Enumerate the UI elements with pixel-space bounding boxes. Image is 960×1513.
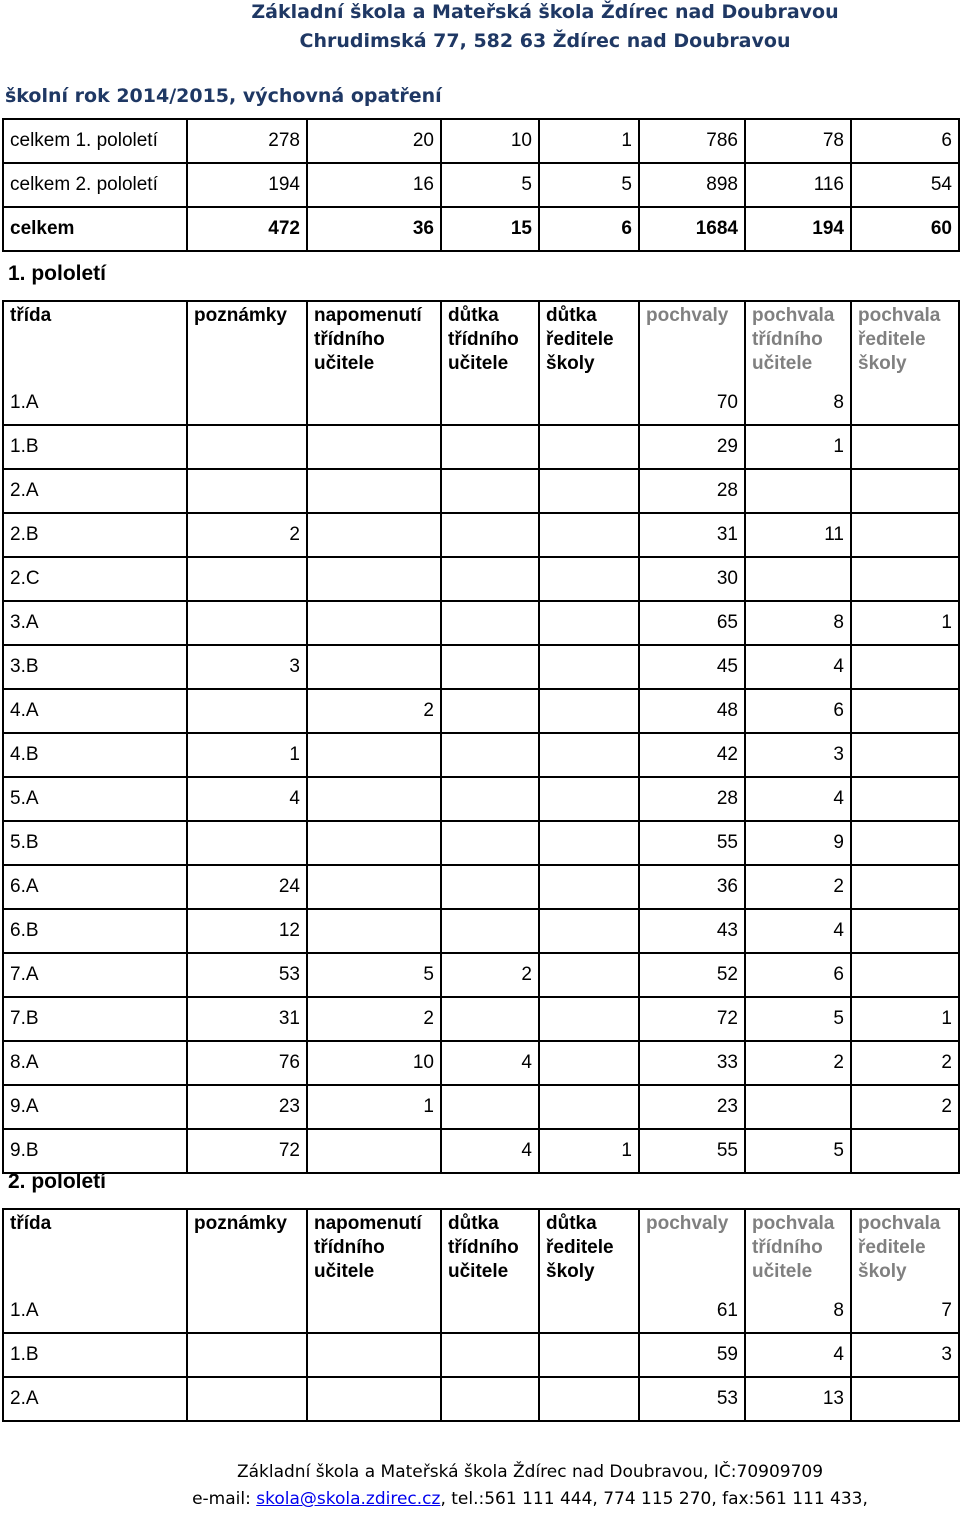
- table-cell: [539, 381, 639, 425]
- column-header: třída: [3, 1209, 187, 1289]
- totals-cell: 5: [539, 163, 639, 207]
- table-cell: 23: [187, 1085, 307, 1129]
- footer-email-link[interactable]: skola@skola.zdirec.cz: [256, 1489, 441, 1509]
- totals-cell: 6: [851, 119, 959, 163]
- table-cell: 2: [851, 1085, 959, 1129]
- table-cell: [851, 645, 959, 689]
- table-cell: [851, 513, 959, 557]
- table-cell: [187, 557, 307, 601]
- table-cell: [441, 1085, 539, 1129]
- totals-cell: 15: [441, 207, 539, 251]
- table-cell: [307, 645, 441, 689]
- table-cell: [441, 777, 539, 821]
- table-cell: [187, 601, 307, 645]
- table-cell: 24: [187, 865, 307, 909]
- class-name-cell: 6.A: [3, 865, 187, 909]
- table-cell: [745, 1085, 851, 1129]
- class-name-cell: 3.A: [3, 601, 187, 645]
- totals-cell: 194: [187, 163, 307, 207]
- table-cell: [539, 645, 639, 689]
- totals-cell: 54: [851, 163, 959, 207]
- table-cell: [851, 821, 959, 865]
- table-cell: 45: [639, 645, 745, 689]
- class-row: [3, 733, 959, 777]
- table-cell: 13: [745, 1377, 851, 1421]
- class-name-cell: 9.B: [3, 1129, 187, 1173]
- table-cell: [745, 557, 851, 601]
- totals-row: [3, 207, 959, 251]
- table-cell: [187, 689, 307, 733]
- table-cell: [307, 425, 441, 469]
- table-cell: [539, 601, 639, 645]
- table-cell: [441, 601, 539, 645]
- footer-contact: [0, 1488, 960, 1510]
- class-name-cell: 1.A: [3, 1289, 187, 1333]
- table-cell: [307, 1377, 441, 1421]
- table-cell: [187, 469, 307, 513]
- totals-cell: 20: [307, 119, 441, 163]
- class-row: [3, 425, 959, 469]
- table-cell: [441, 425, 539, 469]
- table-cell: 29: [639, 425, 745, 469]
- footer-school-info: Základní škola a Mateřská škola Ždírec nad Doubravou, IČ:70909709: [236, 1462, 824, 1482]
- class-name-cell: 4.A: [3, 689, 187, 733]
- column-header: pochvala třídního učitele: [745, 1209, 851, 1289]
- class-name-cell: 7.B: [3, 997, 187, 1041]
- class-name-cell: 2.A: [3, 1377, 187, 1421]
- table-cell: [539, 469, 639, 513]
- table-cell: 59: [639, 1333, 745, 1377]
- table-cell: 4: [441, 1129, 539, 1173]
- table-cell: [745, 469, 851, 513]
- table-cell: 33: [639, 1041, 745, 1085]
- class-row: [3, 1289, 959, 1333]
- footer-contact-rest: , tel.:561 111 444, 774 115 270, fax:561 111 433,: [440, 1489, 868, 1509]
- class-name-cell: 2.C: [3, 557, 187, 601]
- column-header: důtka ředitele školy: [539, 1209, 639, 1289]
- totals-cell: 16: [307, 163, 441, 207]
- table-cell: [441, 381, 539, 425]
- table-cell: 1: [539, 1129, 639, 1173]
- table-cell: [187, 821, 307, 865]
- table-cell: 1: [307, 1085, 441, 1129]
- totals-cell: 5: [441, 163, 539, 207]
- totals-cell: 78: [745, 119, 851, 163]
- column-header: pochvaly: [639, 1209, 745, 1289]
- table-cell: [307, 909, 441, 953]
- table-cell: [539, 777, 639, 821]
- class-row: [3, 997, 959, 1041]
- column-header: poznámky: [187, 1209, 307, 1289]
- table-cell: [539, 909, 639, 953]
- table-cell: [441, 997, 539, 1041]
- table-cell: [851, 953, 959, 997]
- table-cell: [851, 733, 959, 777]
- class-name-cell: 6.B: [3, 909, 187, 953]
- class-row: [3, 777, 959, 821]
- table-cell: [187, 1289, 307, 1333]
- totals-table: [2, 118, 960, 252]
- table-cell: 70: [639, 381, 745, 425]
- class-row: [3, 865, 959, 909]
- class-row: [3, 909, 959, 953]
- table-cell: [307, 733, 441, 777]
- table-cell: [539, 513, 639, 557]
- table-cell: 36: [639, 865, 745, 909]
- totals-cell: 10: [441, 119, 539, 163]
- column-header-row: [3, 301, 959, 381]
- class-name-cell: 1.A: [3, 381, 187, 425]
- table-cell: [539, 689, 639, 733]
- class-name-cell: 2.A: [3, 469, 187, 513]
- class-name-cell: 2.B: [3, 513, 187, 557]
- table-cell: 43: [639, 909, 745, 953]
- table-cell: [441, 909, 539, 953]
- column-header-row: [3, 1209, 959, 1289]
- table-cell: [441, 557, 539, 601]
- class-name-cell: 5.B: [3, 821, 187, 865]
- table-cell: 2: [307, 997, 441, 1041]
- table-cell: 5: [745, 997, 851, 1041]
- table-cell: 4: [187, 777, 307, 821]
- column-header: důtka ředitele školy: [539, 301, 639, 381]
- table-cell: [307, 821, 441, 865]
- table-cell: 42: [639, 733, 745, 777]
- totals-cell: 1: [539, 119, 639, 163]
- totals-label: celkem: [3, 207, 187, 251]
- class-row: [3, 1041, 959, 1085]
- semester1-title: 1. pololetí: [8, 262, 107, 285]
- table-cell: [539, 865, 639, 909]
- semester2-table: [2, 1208, 960, 1422]
- table-cell: 4: [745, 909, 851, 953]
- table-cell: 53: [639, 1377, 745, 1421]
- table-cell: [539, 425, 639, 469]
- table-cell: [441, 645, 539, 689]
- table-cell: 30: [639, 557, 745, 601]
- table-cell: 1: [851, 997, 959, 1041]
- totals-cell: 278: [187, 119, 307, 163]
- table-cell: 55: [639, 821, 745, 865]
- table-cell: [307, 513, 441, 557]
- table-cell: [187, 1377, 307, 1421]
- table-cell: [851, 469, 959, 513]
- table-cell: [441, 1377, 539, 1421]
- table-cell: [539, 1085, 639, 1129]
- table-cell: 1: [851, 601, 959, 645]
- totals-cell: 194: [745, 207, 851, 251]
- table-cell: 12: [187, 909, 307, 953]
- class-row: [3, 381, 959, 425]
- table-cell: [539, 821, 639, 865]
- class-row: [3, 557, 959, 601]
- table-cell: [307, 865, 441, 909]
- table-cell: [539, 1041, 639, 1085]
- semester1-table: [2, 300, 960, 1174]
- totals-cell: 60: [851, 207, 959, 251]
- table-cell: 6: [745, 689, 851, 733]
- table-cell: 52: [639, 953, 745, 997]
- table-cell: [307, 557, 441, 601]
- table-cell: 2: [307, 689, 441, 733]
- table-cell: 4: [745, 645, 851, 689]
- table-cell: 4: [745, 1333, 851, 1377]
- class-name-cell: 8.A: [3, 1041, 187, 1085]
- totals-cell: 116: [745, 163, 851, 207]
- table-cell: [539, 1289, 639, 1333]
- table-cell: 5: [307, 953, 441, 997]
- table-cell: 10: [307, 1041, 441, 1085]
- table-cell: [307, 381, 441, 425]
- table-cell: 8: [745, 1289, 851, 1333]
- table-cell: [441, 1333, 539, 1377]
- table-cell: 31: [639, 513, 745, 557]
- table-cell: [851, 381, 959, 425]
- table-cell: 2: [745, 865, 851, 909]
- table-cell: [187, 381, 307, 425]
- class-name-cell: 9.A: [3, 1085, 187, 1129]
- table-cell: 53: [187, 953, 307, 997]
- table-cell: [539, 733, 639, 777]
- table-cell: [441, 821, 539, 865]
- table-cell: [539, 997, 639, 1041]
- table-cell: 5: [745, 1129, 851, 1173]
- class-row: [3, 953, 959, 997]
- table-cell: 7: [851, 1289, 959, 1333]
- class-name-cell: 4.B: [3, 733, 187, 777]
- table-cell: 28: [639, 469, 745, 513]
- totals-row: [3, 163, 959, 207]
- table-cell: 8: [745, 601, 851, 645]
- school-address-header: Chrudimská 77, 582 63 Ždírec nad Doubravou: [299, 30, 791, 52]
- column-header: důtka třídního učitele: [441, 1209, 539, 1289]
- table-cell: 3: [187, 645, 307, 689]
- table-cell: 11: [745, 513, 851, 557]
- table-cell: 2: [851, 1041, 959, 1085]
- column-header: důtka třídního učitele: [441, 301, 539, 381]
- totals-cell: 36: [307, 207, 441, 251]
- table-cell: 9: [745, 821, 851, 865]
- table-cell: 65: [639, 601, 745, 645]
- table-cell: 4: [441, 1041, 539, 1085]
- table-cell: [441, 865, 539, 909]
- table-cell: [441, 733, 539, 777]
- class-row: [3, 1333, 959, 1377]
- table-cell: [851, 557, 959, 601]
- table-cell: [307, 601, 441, 645]
- school-name-header: Základní škola a Mateřská škola Ždírec nad Doubravou: [251, 1, 839, 23]
- table-cell: [539, 1377, 639, 1421]
- class-row: [3, 469, 959, 513]
- totals-cell: 472: [187, 207, 307, 251]
- table-cell: 6: [745, 953, 851, 997]
- totals-cell: 786: [639, 119, 745, 163]
- table-cell: 28: [639, 777, 745, 821]
- table-cell: [441, 1289, 539, 1333]
- table-cell: [441, 513, 539, 557]
- table-cell: [307, 1333, 441, 1377]
- table-cell: [441, 689, 539, 733]
- table-cell: 2: [745, 1041, 851, 1085]
- table-cell: 3: [851, 1333, 959, 1377]
- table-cell: [307, 777, 441, 821]
- totals-cell: 1684: [639, 207, 745, 251]
- totals-row: [3, 119, 959, 163]
- table-cell: 1: [187, 733, 307, 777]
- table-cell: 76: [187, 1041, 307, 1085]
- totals-cell: 898: [639, 163, 745, 207]
- totals-label: celkem 1. pololetí: [3, 119, 187, 163]
- table-cell: 23: [639, 1085, 745, 1129]
- class-name-cell: 1.B: [3, 1333, 187, 1377]
- table-cell: 2: [441, 953, 539, 997]
- table-cell: [307, 1129, 441, 1173]
- class-row: [3, 513, 959, 557]
- class-row: [3, 689, 959, 733]
- table-cell: 48: [639, 689, 745, 733]
- totals-cell: 6: [539, 207, 639, 251]
- column-header: napomenutí třídního učitele: [307, 301, 441, 381]
- class-row: [3, 821, 959, 865]
- document-subtitle: školní rok 2014/2015, výchovná opatření: [5, 85, 442, 107]
- totals-label: celkem 2. pololetí: [3, 163, 187, 207]
- class-row: [3, 1129, 959, 1173]
- table-cell: 1: [745, 425, 851, 469]
- class-row: [3, 1085, 959, 1129]
- column-header: pochvala třídního učitele: [745, 301, 851, 381]
- class-name-cell: 1.B: [3, 425, 187, 469]
- table-cell: [851, 777, 959, 821]
- table-cell: [307, 469, 441, 513]
- table-cell: 4: [745, 777, 851, 821]
- column-header: poznámky: [187, 301, 307, 381]
- table-cell: 8: [745, 381, 851, 425]
- class-name-cell: 7.A: [3, 953, 187, 997]
- class-row: [3, 601, 959, 645]
- column-header: pochvala ředitele školy: [851, 1209, 959, 1289]
- table-cell: [187, 1333, 307, 1377]
- class-row: [3, 645, 959, 689]
- footer-email-prefix: e-mail:: [192, 1489, 257, 1509]
- column-header: třída: [3, 301, 187, 381]
- class-name-cell: 5.A: [3, 777, 187, 821]
- table-cell: [851, 1129, 959, 1173]
- column-header: pochvaly: [639, 301, 745, 381]
- table-cell: 72: [187, 1129, 307, 1173]
- table-cell: 55: [639, 1129, 745, 1173]
- table-cell: [187, 425, 307, 469]
- table-cell: 72: [639, 997, 745, 1041]
- table-cell: [441, 469, 539, 513]
- table-cell: 3: [745, 733, 851, 777]
- table-cell: [851, 909, 959, 953]
- table-cell: [539, 1333, 639, 1377]
- table-cell: 31: [187, 997, 307, 1041]
- semester2-title: 2. pololetí: [8, 1170, 107, 1193]
- column-header: pochvala ředitele školy: [851, 301, 959, 381]
- table-cell: 61: [639, 1289, 745, 1333]
- table-cell: [851, 689, 959, 733]
- table-cell: [851, 1377, 959, 1421]
- column-header: napomenutí třídního učitele: [307, 1209, 441, 1289]
- table-cell: [851, 865, 959, 909]
- table-cell: [539, 557, 639, 601]
- table-cell: [307, 1289, 441, 1333]
- table-cell: [539, 953, 639, 997]
- table-cell: [851, 425, 959, 469]
- table-cell: 2: [187, 513, 307, 557]
- class-name-cell: 3.B: [3, 645, 187, 689]
- class-row: [3, 1377, 959, 1421]
